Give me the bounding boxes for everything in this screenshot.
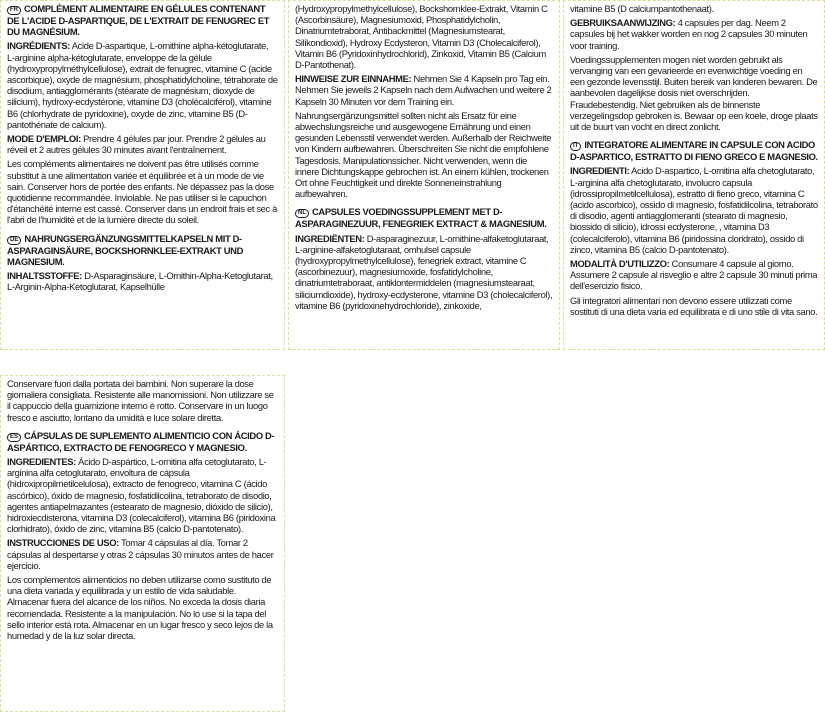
lang-badge-de: DE	[7, 236, 21, 245]
es-ingredients-text: Ácido D-aspártico, L-ornitina alfa cetoglutarato, L-arginina alfa cetoglutarato, envoltura de cápsula (hidroxipropilmetilcelulosa), extracto de fenogreco, vitamina C (ácido ascórbico), óxido de magnesio, fosfatidilcolina, tetraborato de disodio, agentes antiapelmazantes (estearato de magnesio, dióxido de silicio), hidroxiecdisterona, vitamina D3 (colecalciferol), vitamina B6 (piridoxina clorhidrato), óxido de zinc, vitamina B5 (calcio D-pantotenato).	[7, 456, 276, 535]
lang-badge-it: IT	[570, 142, 581, 151]
es-ingredients	[7, 456, 278, 534]
fr-ingredients-text: Acide D-aspartique, L-ornithine alpha-kétoglutarate, L-arginine alpha-kétoglutarate, enveloppe de la gélule (hydroxypropylméthylcellulose), extrait de fenugrec, vitamine C (acide ascorbique), oxyde de magnésium, phosphatidylcholine, tétraborate de disodium, antiagglomérants (stéarate de magnésium, dioxyde de silicium), hydroxy-ecdystérone, vitamine D3 (cholécalciférol), vitamine B6 (chlorhydrate de pyridoxine), oxyde de zinc, vitamine B5 (D-pantothénate de calcium).	[7, 40, 278, 130]
de-ingredients-text-start: D-Asparaginsäure, L-Ornithin-Alpha-Ketoglutarat, L-Arginin-Alpha-Ketoglutarat, Kapselhülle	[7, 270, 273, 293]
fr-heading	[7, 3, 278, 37]
de-heading	[7, 233, 278, 267]
es-usage	[7, 537, 278, 571]
it-usage-label: MODALITÀ D'UTILIZZO:	[570, 258, 670, 270]
de-ingredients	[7, 270, 278, 292]
it-usage	[570, 258, 818, 292]
fr-heading-text: COMPLÉMENT ALIMENTAIRE EN GÉLULES CONTENANT DE L'ACIDE D-ASPARTIQUE, DE L'EXTRAIT DE FENUGREC ET DU MAGNÉSIUM.	[7, 3, 270, 38]
es-ingredients-label: INGREDIENTES:	[7, 456, 76, 468]
nl-ingredients	[295, 233, 553, 311]
de-ingredients-label: INHALTSSTOFFE:	[7, 270, 82, 282]
de-ingredients-cont: (Hydroxypropylmethylcellulose), Bockshornklee-Extrakt, Vitamin C (Ascorbinsäure), Magnesiumoxid, Phosphatidylcholin, Dinatriumtetraborat, Antibackmittel (Magnesiumstearat, Silikondioxid), Hydroxy Ecdysteron, Vitamin D3 (Cholecalciferol), Vitamin B6 (Pyridoxinhydrochlorid), Zinkoxid, Vitamin B5 (Calcium D-Pantothenat).	[295, 3, 548, 71]
nl-ingredients-cont: vitamine B5 (D calciumpantothenaat).	[570, 3, 714, 14]
label-panel-3	[563, 0, 825, 350]
nl-usage-label: GEBRUIKSAANWIJZING:	[570, 17, 676, 29]
it-heading-text: INTEGRATORE ALIMENTARE IN CAPSULE CON ACIDO D-ASPARTICO, ESTRATTO DI FIENO GRECO E MAGNESIO.	[570, 139, 818, 163]
nl-ingredients-label: INGREDIËNTEN:	[295, 232, 365, 244]
fr-usage-label: MODE D'EMPLOI:	[7, 133, 81, 145]
fr-usage-text: Prendre 4 gélules par jour. Prendre 2 gélules au réveil et 2 autres gélules 30 minutes avant l'entraînement.	[7, 133, 266, 156]
de-heading-text: NAHRUNGSERGÄNZUNGSMITTELKAPSELN MIT D-ASPARAGINSÄURE, BOCKSHORNKLEE-EXTRAKT UND MAGNESIUM.	[7, 232, 244, 267]
lang-badge-fr: FR	[7, 6, 21, 15]
es-heading	[7, 430, 278, 453]
nl-heading	[295, 206, 553, 229]
lang-badge-nl: NL	[295, 209, 309, 218]
es-heading-text: CÁPSULAS DE SUPLEMENTO ALIMENTICIO CON ÁCIDO D-ASPÁRTICO, EXTRACTO DE FENOGRECO Y MAGNESIO.	[7, 429, 275, 453]
nl-usage	[570, 17, 818, 51]
label-panel-1	[0, 0, 285, 350]
fr-ingredients-label: INGRÉDIENTS:	[7, 40, 70, 52]
label-panel-4	[0, 375, 285, 712]
nl-usage-text: 4 capsules per dag. Neem 2 capsules bij het wakker worden en nog 2 capsules 30 minuten voor training.	[570, 17, 808, 51]
label-panel-2	[288, 0, 560, 350]
fr-usage	[7, 133, 278, 155]
it-warning-start: Gli integratori alimentari non devono essere utilizzati come sostituti di una dieta varia ed equilibrata e di uno stile di vita sano.	[570, 294, 818, 317]
de-usage	[295, 73, 553, 107]
es-usage-text: Tomar 4 cápsulas al día. Tomar 2 cápsulas al despertarse y otras 2 cápsulas 30 minutos antes de hacer ejercicio.	[7, 537, 274, 571]
de-warning: Nahrungsergänzungsmittel sollten nicht als Ersatz für eine abwechslungsreiche und ausgewogene Ernährung und einen gesunden Lebensstil verwendet werden. Außerhalb der Reichweite von Kindern aufbewahren. Überschreiten Sie nicht die empfohlene Tagesdosis. Manipulationssicher. Nicht verwenden, wenn die innere Dichtungskappe gebrochen ist. An einem kühlen, trockenen Ort ohne Feuchtigkeit und direkte Sonneneinstrahlung aufbewahren.	[295, 109, 552, 200]
nl-heading-text: CAPSULES VOEDINGSSUPPLEMENT MET D-ASPARAGINEZUUR, FENEGRIEK EXTRACT & MAGNESIUM.	[295, 206, 547, 230]
lang-badge-es: ES	[7, 433, 21, 442]
it-ingredients-label: INGREDIENTI:	[570, 165, 630, 177]
fr-ingredients	[7, 40, 278, 130]
fr-warning: Les compléments alimentaires ne doivent pas être utilisés comme substitut à une alimentation variée et équilibrée et à un mode de vie sain. Conserver hors de portée des enfants. Ne dépassez pas la dose quotidienne recommandée. Inviolable. Ne pas utiliser si le capuchon d'étanchéité interne est cassé. Conserver dans un endroit frais et sec à l'abri de l'humidité et de la lumière directe du soleil.	[7, 158, 277, 226]
es-warning: Los complementos alimenticios no deben utilizarse como sustituto de una dieta variada y equilibrada y un estilo de vida saludable. Almacenar fuera del alcance de los niños. No exceda la dosis diaria recomendada. Resistente a la manipulación. No lo use si la tapa del sello interior está rota. Almacenar en un lugar fresco y seco lejos de la humedad y de la luz solar directa.	[7, 574, 273, 642]
it-ingredients-text: Acido D-aspartico, L-ornitina alfa chetoglutarato, L-arginina alfa chetoglutarato, involucro capsula (idrossipropilmetilcellulosa), estratto di fieno greco, vitamina C (acido ascorbico), ossido di magnesio, fosfatidilcolina, tetraborato di disodio, agenti antiagglomeranti (stearato di magnesio, biossido di silicio), idrossi ecdysterone, , vitamina D3 (colecalciferolo), vitamina B6 (piridossina cloridrato), ossido di zinco, vitamina B5 (calcio D-pantotenato).	[570, 165, 818, 255]
it-usage-text: Consumare 4 capsule al giorno. Assumere 2 capsule al risveglio e altre 2 capsule 30 minuti prima dell'esercizio fisico.	[570, 258, 818, 292]
es-usage-label: INSTRUCCIONES DE USO:	[7, 537, 119, 549]
it-heading	[570, 139, 818, 162]
de-usage-text: Nehmen Sie 4 Kapseln pro Tag ein. Nehmen Sie jeweils 2 Kapseln nach dem Aufwachen und weitere 2 Kapseln 30 Minuten vor dem Training ein.	[295, 73, 552, 107]
nl-ingredients-text-start: D-asparaginezuur, L-ornithine-alfaketoglutaraat, L-arginine-alfaketoglutaraat, omhulsel capsule (hydroxypropylmethylcellulose), fenegriek extract, vitamine C (ascorbinezuur), magnesiumoxide, fosfatidylcholine, dinatriumtetraboraat, antiklontermiddelen (magnesiumstearaat, siliciumdioxide), hydroxy-ecdysterone, vitamine D3 (cholecalciferol), vitamine B6 (pyridoxinehydrochloride), zinkoxide,	[295, 232, 553, 311]
it-warning-cont: Conservare fuori dalla portata dei bambini. Non superare la dose giornaliera consigliata. Resistente alle manomissioni. Non utilizzare se il cappuccio della guarnizione interno è rotto. Conservare in un luogo fresco e asciutto, lontano da umidità e luce solare diretta.	[7, 378, 274, 423]
de-usage-label: HINWEISE ZUR EINNAHME:	[295, 73, 412, 85]
it-ingredients	[570, 165, 818, 255]
nl-warning: Voedingssupplementen mogen niet worden gebruikt als vervanging van een gevarieerde en evenwichtige voeding en een gezonde levensstijl. Buiten bereik van kinderen bewaren. De aanbevolen dagelijkse dosis niet overschrijden. Fraudebestendig. Niet gebruiken als de binnenste verzegelingsdop gebroken is. Bewaar op een koele, droge plaats uit de buurt van vocht en direct zonlicht.	[570, 53, 818, 133]
